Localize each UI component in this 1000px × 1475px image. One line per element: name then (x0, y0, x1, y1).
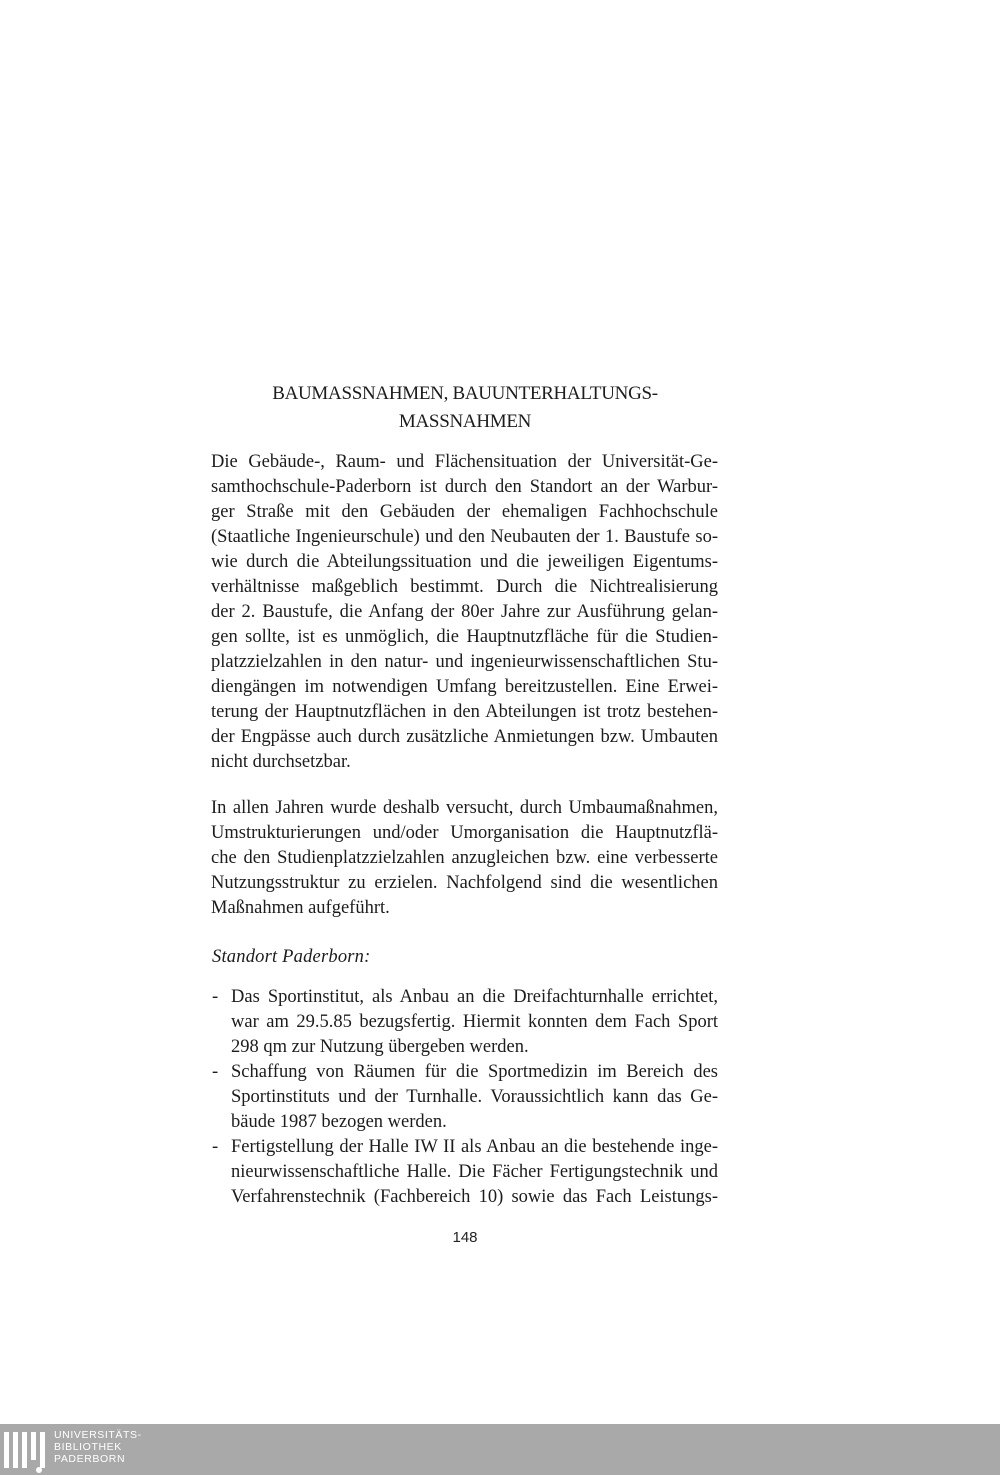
paragraph-line: gen sollte, ist es unmöglich, die Hauptnutzfläche für die Studien- (211, 627, 718, 647)
list-item-line: bäude 1987 bezogen werden. (231, 1112, 447, 1132)
list-item-line: Das Sportinstitut, als Anbau an die Dreifachturnhalle errichtet, (231, 987, 718, 1007)
paragraph-line: wie durch die Abteilungssituation und die jeweiligen Eigentums- (211, 552, 718, 572)
paragraph-line: ger Straße mit den Gebäuden der ehemaligen Fachhochschule (211, 502, 718, 522)
subheading-standort: Standort Paderborn: (212, 947, 371, 967)
paragraph-line: Nutzungsstruktur zu erzielen. Nachfolgend sind die wesentlichen (211, 873, 718, 893)
list-dash: - (212, 1137, 219, 1157)
list-item-line: 298 qm zur Nutzung übergeben werden. (231, 1037, 529, 1057)
list-item-line: nieurwissenschaftliche Halle. Die Fächer Fertigungstechnik und (231, 1162, 718, 1182)
page-number: 148 (452, 1229, 478, 1246)
paragraph-line: platzzielzahlen in den natur- und ingenieurwissenschaftlichen Stu- (211, 652, 718, 672)
paragraph-line: verhältnisse maßgeblich bestimmt. Durch die Nichtrealisierung (211, 577, 718, 597)
list-item-line: Sportinstituts und der Turnhalle. Voraussichtlich kann das Ge- (231, 1087, 718, 1107)
list-dash: - (212, 987, 219, 1007)
paragraph-line: nicht durchsetzbar. (211, 752, 351, 772)
paragraph-line: der 2. Baustufe, die Anfang der 80er Jahre zur Ausführung gelan- (211, 602, 718, 622)
paragraph-line: der Engpässe auch durch zusätzliche Anmietungen bzw. Umbauten (211, 727, 718, 747)
paragraph-line: terung der Hauptnutzflächen in den Abteilungen ist trotz bestehen- (211, 702, 718, 722)
paragraph-line: che den Studienplatzzielzahlen anzugleichen bzw. eine verbesserte (211, 848, 718, 868)
library-logo-icon (0, 1424, 50, 1475)
list-item-line: Fertigstellung der Halle IW II als Anbau an die bestehende inge- (231, 1137, 718, 1157)
library-logo-line: PADERBORN (54, 1453, 126, 1465)
library-footer (0, 1424, 1000, 1475)
paragraph-line: samthochschule-Paderborn ist durch den Standort an der Warbur- (211, 477, 718, 497)
section-heading-line-1: BAUMASSNAHMEN, BAUUNTERHALTUNGS- (272, 383, 658, 404)
library-logo-text (54, 1429, 142, 1465)
section-heading-line-2: MASSNAHMEN (398, 411, 532, 432)
paragraph-line: diengängen im notwendigen Umfang bereitzustellen. Eine Erwei- (211, 677, 718, 697)
paragraph-line: Die Gebäude-, Raum- und Flächensituation der Universität-Ge- (211, 452, 718, 472)
list-item-line: Verfahrenstechnik (Fachbereich 10) sowie das Fach Leistungs- (231, 1187, 718, 1207)
paragraph-line: (Staatliche Ingenieurschule) und den Neubauten der 1. Baustufe so- (211, 527, 718, 547)
list-dash: - (212, 1062, 219, 1082)
paragraph-line: Umstrukturierungen und/oder Umorganisation die Hauptnutzflä- (211, 823, 718, 843)
list-item-line: Schaffung von Räumen für die Sportmedizin im Bereich des (231, 1062, 718, 1082)
list-item-line: war am 29.5.85 bezugsfertig. Hiermit konnten dem Fach Sport (231, 1012, 718, 1032)
library-logo-line: UNIVERSITÄTS- (54, 1429, 142, 1441)
paragraph-line: Maßnahmen aufgeführt. (211, 898, 390, 918)
paragraph-line: In allen Jahren wurde deshalb versucht, durch Umbaumaßnahmen, (211, 798, 718, 818)
library-logo-line: BIBLIOTHEK (54, 1441, 122, 1453)
